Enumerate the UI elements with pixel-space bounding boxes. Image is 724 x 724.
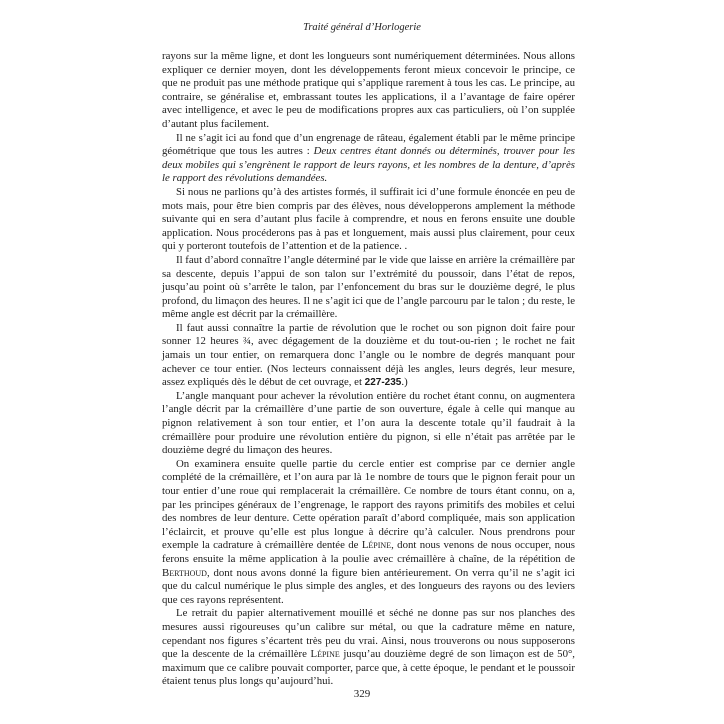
paragraph-5-text: Il faut aussi connaître la partie de révolution que le rochet ou son pignon doit faire pour sonner 12 heures ¾, avec dégagement de la douzième et du tout-ou-rien ; le rochet ne fait jamais un tour entier, on remarquera donc l’angle ou le nombre de degrés manquant pour achever ce tour entier. (Nos lecteurs connaissent déjà les angles, leurs degrés, leur mesure, assez expliqués dès le début de cet ouvrage, et xyxy=(162,321,575,389)
paragraph-8 xyxy=(162,607,575,689)
paragraph-4: Il faut d’abord connaître l’angle déterminé par le vide que laisse en arrière la crémaillère par sa descente, depuis l’appui de son talon sur l’extrémité du poussoir, dans l’état de repos, jusqu’au point où s’arrête le talon, par l’enfoncement du bras sur le douzième degré, le plus profond, du limaçon des heures. Il ne s’agit ici que de l’angle parcouru par le talon ; du reste, le même angle est décrit par la crémaillère. xyxy=(162,253,575,321)
paragraph-8-text-b: jusqu’au douzième degré de son limaçon est de 50°, maximum que ce calibre pouvait comporter, parce que, à cette époque, le pendant et le poussoir étaient tenus plus longs qu’aujourd’hui. xyxy=(162,648,575,688)
paragraph-7 xyxy=(162,458,575,608)
paragraph-7-text-c: , dont nous avons donné la figure bien antérieurement. On verra qu’il ne s’agit ici que du calcul numérique le plus simple des angles, et des longueurs des rayons ou des leviers que ces rayons représentent. xyxy=(162,566,575,606)
paragraph-6: L’angle manquant pour achever la révolution entière du rochet étant connu, on augmentera l’angle décrit par la crémaillère d’une partie de son ouverture, égale à celle qui manque au pignon relativement à son tour entier, et l’on aura la descente totale qu’il faudrait à la crémaillère pour produire une révolution entière du pignon, si elle n’était pas arrêtée par le douzième degré du limaçon des heures. xyxy=(162,389,575,457)
section-reference: 227-235 xyxy=(364,377,402,389)
paragraph-3: Si nous ne parlions qu’à des artistes formés, il suffirait ici d’une formule énoncée en peu de mots mais, pour être bien compris par des élèves, nous développerons amplement la méthode suivante qui en sera d’autant plus facile à comprendre, et nous en ferons ensuite une double application. Nous procéderons pas à pas et longuement, mais aussi plus clairement, pour ceux qui y porteront toutefois de l’attention et de la patience. . xyxy=(162,185,575,253)
paragraph-2 xyxy=(162,132,575,186)
problem-statement: Deux centres étant donnés ou déterminés, trouver pour les deux mobiles qui s’engrènent le rapport de leurs rayons, et les nombres de la denture, d’après le rapport des révolutions demandées. xyxy=(162,145,575,185)
paragraph-5 xyxy=(162,322,575,390)
paragraph-8-text-a: Le retrait du papier alternativement mouillé et séché ne donne pas sur nos planches des mesures aussi rigoureuses qu’un calibre sur métal, ou que la cadrature même en nature, cependant nos figures s’écartent très peu du vrai. Ainsi, nous trouverons ou nous supposerons que la descente de la crémaillère xyxy=(162,607,575,661)
name-lepine-2: Lépine xyxy=(310,648,340,661)
body-text xyxy=(162,50,575,689)
paragraph-7-text-b: , dont nous venons de nous occuper, nous ferons ensuite la même application à la poulie avec crémaillère à chaîne, de la répétition de xyxy=(162,539,575,565)
paragraph-1: rayons sur la même ligne, et dont les longueurs sont numériquement déterminées. Nous allons expliquer ce dernier moyen, dont les développements feront mieux concevoir le principe, ce que ne produit pas une méthode pratique qui s’applique rarement à tous les cas. Le principe, au contraire, se généralise et, embrassant toutes les applications, il a l’avantage de faire opérer avec intelligence, et avec le peu de modifications propres aux cas particuliers, où l’on supplée d’autant plus facilement. xyxy=(162,50,575,130)
name-berthoud: Berthoud xyxy=(162,566,207,579)
paragraph-2-text: Il ne s’agit ici au fond que d’un engrenage de râteau, également établi par le même principe géométrique que tous les autres : xyxy=(162,131,575,158)
paragraph-7-text-a: On examinera ensuite quelle partie du cercle entier est comprise par ce dernier angle complété de la crémaillère, et l’on aura par là 1e nombre de tours que le pignon ferait pour un tour entier d’une roue qui remplacerait la crémaillère. Ce nombre de tours étant connu, on a, par les principes généraux de l’engrenage, le rapport des rayons primitifs des mobiles et celui des nombres de leur denture. Cette opération paraît d’abord compliquée, mais son application l’éclaircit, et prouve qu’elle est plus longue à décrire qu’à calculer. Nous prendrons pour exemple la cadrature à crémaillère dentée de xyxy=(162,457,575,552)
running-header: Traité général d’Horlogerie xyxy=(303,22,421,33)
paragraph-5-end: .) xyxy=(401,376,408,389)
name-lepine: Lépine xyxy=(361,539,392,552)
page-number: 329 xyxy=(353,688,371,700)
